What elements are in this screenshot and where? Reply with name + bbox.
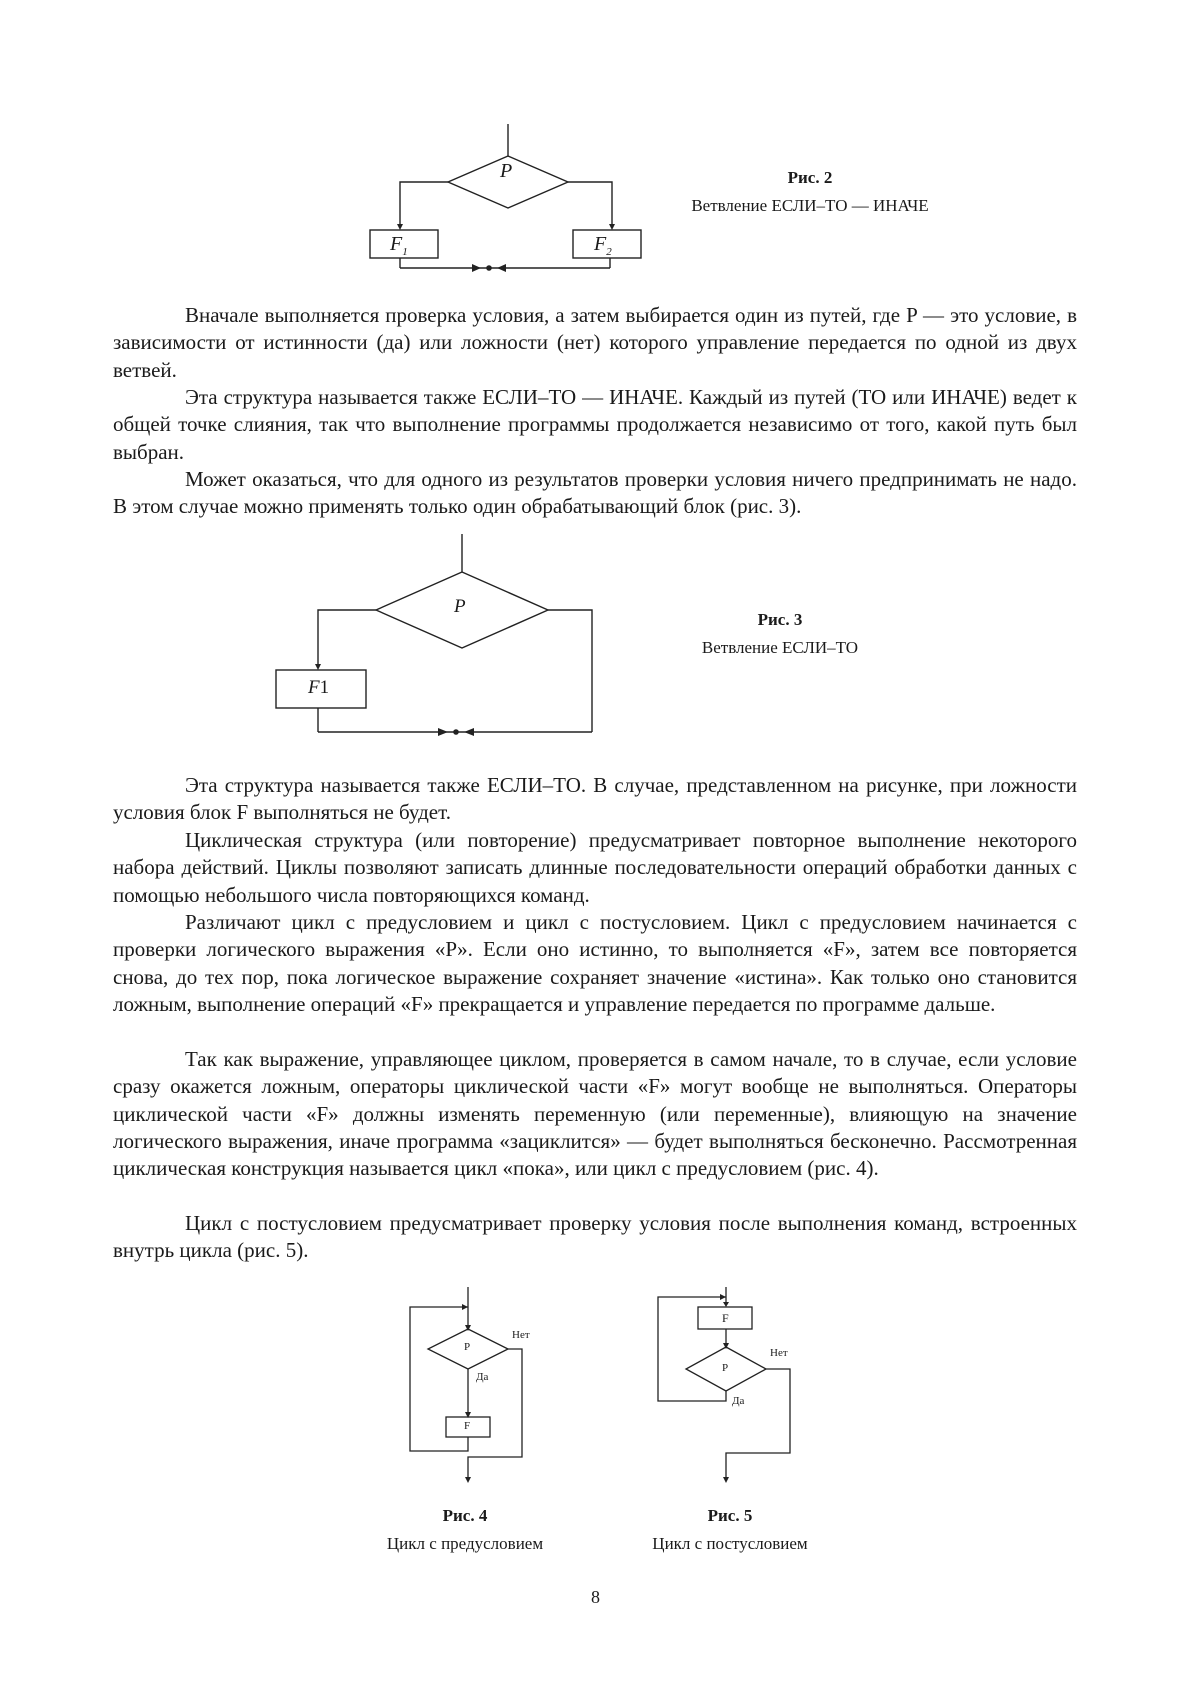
fig2-right-branch xyxy=(568,182,612,228)
fig5-no-label: Нет xyxy=(770,1347,788,1359)
figure-2-flowchart xyxy=(360,120,640,280)
fig5-caption-text: Цикл с постусловием xyxy=(652,1534,808,1553)
fig4-yes-label: Да xyxy=(476,1371,489,1383)
figure-3-caption xyxy=(660,606,900,662)
figure-5-diagram xyxy=(650,1285,810,1485)
fig5-condition-label: P xyxy=(722,1362,729,1374)
paragraph-7: Так как выражение, управляющее циклом, проверяется в самом начале, то в случае, если условие сразу окажется ложным, операторы циклической части «F» могут вообще не выполняться. Операторы циклической части «F» должны изменять переменную (или переменные), влияющую на значение логического выражения, иначе программа «зациклится» — будет выполняться бесконечно. Рассмотренная циклическая конструкция называется цикл «пока», или цикл с предусловием (рис. 4). xyxy=(113,1047,1077,1181)
page-number: 8 xyxy=(591,1587,600,1607)
fig3-caption-text: Ветвление ЕСЛИ–ТО xyxy=(701,638,859,657)
fig2-caption-number: Рис. 2 xyxy=(787,168,833,187)
fig4-arrow-exit xyxy=(465,1477,471,1483)
fig5-arrow-exit xyxy=(723,1477,729,1483)
fig4-condition-label: P xyxy=(464,1341,471,1353)
paragraph-4: Эта структура называется также ЕСЛИ–ТО. В случае, представленном на рисунке, при ложности условия блок F выполняться не будет. xyxy=(113,773,1077,825)
fig3-false-branch xyxy=(548,610,592,732)
fig2-arrow-f2 xyxy=(609,224,615,230)
fig5-caption-number: Рис. 5 xyxy=(707,1506,753,1525)
fig4-caption-number: Рис. 4 xyxy=(442,1506,488,1525)
paragraph-1: Вначале выполняется проверка условия, а затем выбирается один из путей, где P — это условие, в зависимости от истинности (да) или ложности (нет) которого управление передается по одной из двух ветвей. xyxy=(113,303,1077,382)
figure-3-diagram xyxy=(270,530,610,750)
fig4-caption-text: Цикл с предусловием xyxy=(386,1534,544,1553)
fig2-merge-arrow-left xyxy=(472,264,481,272)
fig4-no-label: Нет xyxy=(512,1329,530,1341)
fig2-condition-label: P xyxy=(500,160,513,182)
fig2-f2-label: $F_2$ xyxy=(594,233,612,258)
paragraph-3: Может оказаться, что для одного из результатов проверки условия ничего предпринимать не надо. В этом случае можно применять только один обрабатывающий блок (рис. 3). xyxy=(113,467,1077,519)
figure-2-caption xyxy=(660,164,960,220)
fig2-arrow-f1 xyxy=(397,224,403,230)
fig5-arrow-body xyxy=(723,1302,729,1307)
fig2-caption-text: Ветвление ЕСЛИ–ТО — ИНАЧЕ xyxy=(691,196,929,215)
fig5-yes-label: Да xyxy=(732,1395,745,1407)
fig3-f1-label: F1 xyxy=(308,677,330,698)
figure-4-flowchart xyxy=(400,1285,560,1485)
fig4-loop-back-line xyxy=(410,1307,471,1451)
figure-3-flowchart xyxy=(270,530,610,750)
paragraph-2: Эта структура называется также ЕСЛИ–ТО — ИНАЧЕ. Каждый из путей (ТО или ИНАЧЕ) ведет к общей точке слияния, так что выполнение программы продолжается независимо от того, какой путь был выбран. xyxy=(113,385,1077,464)
fig2-f1-label: $F_1$ xyxy=(390,233,408,258)
paragraph-8: Цикл с постусловием предусматривает проверку условия после выполнения команд, встроенных внутрь цикла (рис. 5). xyxy=(113,1211,1077,1263)
figure-4-caption xyxy=(360,1502,570,1558)
paragraph-5: Циклическая структура (или повторение) предусматривает повторное выполнение некоторого набора действий. Циклы позволяют записать длинные последовательности операций обработки данных с помощью небольшого числа повторяющихся команд. xyxy=(113,828,1077,907)
fig2-left-branch xyxy=(400,182,448,228)
fig5-body-label: F xyxy=(722,1311,729,1325)
fig3-merge-point xyxy=(453,729,459,735)
fig4-body-label: F xyxy=(464,1420,471,1432)
fig3-merge-arrow-right xyxy=(464,728,474,736)
fig3-caption-number: Рис. 3 xyxy=(757,610,803,629)
fig4-loop-arrow xyxy=(462,1304,468,1310)
figure-5-caption xyxy=(620,1502,840,1558)
fig3-true-branch xyxy=(318,610,376,668)
fig3-arrow-f1 xyxy=(315,664,321,670)
fig3-condition-label: P xyxy=(454,596,466,617)
fig4-exit-line xyxy=(468,1349,522,1479)
fig5-loop-arrow xyxy=(720,1294,726,1300)
figure-5-flowchart xyxy=(650,1285,810,1485)
fig2-merge-point xyxy=(486,265,492,271)
figure-4-diagram xyxy=(400,1285,560,1485)
fig2-merge-arrow-right xyxy=(497,264,506,272)
fig3-merge-arrow-left xyxy=(438,728,448,736)
paragraph-6: Различают цикл с предусловием и цикл с постусловием. Цикл с предусловием начинается с проверки логического выражения «P». Если оно истинно, то выполняется «F», затем все повторяется снова, до тех пор, пока логическое выражение сохраняет значение «истина». Как только оно становится ложным, выполнение операций «F» прекращается и управление передается по программе дальше. xyxy=(113,910,1077,1016)
